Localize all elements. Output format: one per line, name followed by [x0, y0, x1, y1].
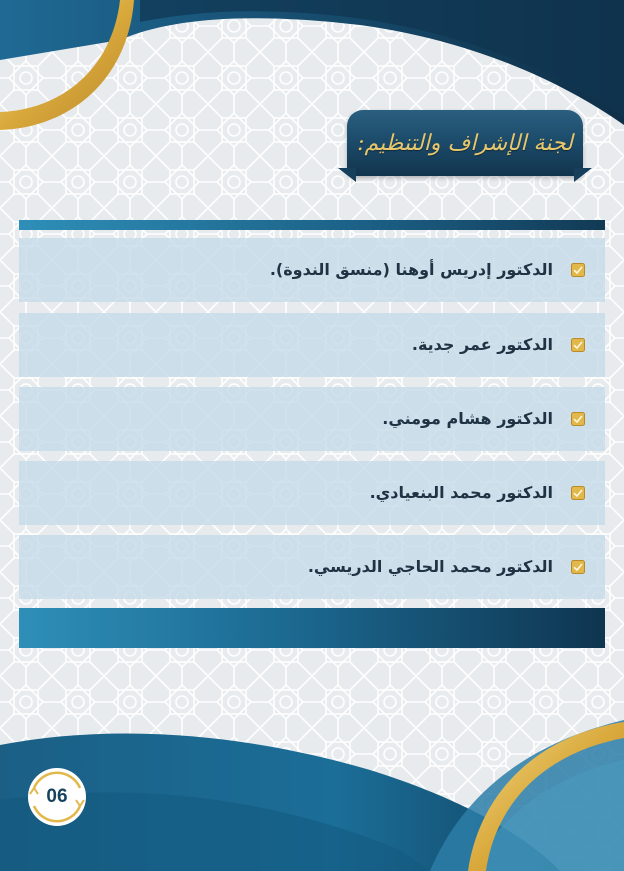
member-name: الدكتور عمر جدية.: [411, 335, 553, 354]
gold-check-square-icon: [571, 263, 585, 277]
list-item: [19, 387, 605, 451]
member-name: الدكتور محمد البنعيادي.: [369, 483, 553, 502]
list-item: [19, 461, 605, 525]
member-name: الدكتور إدريس أوهنا (منسق الندوة).: [269, 260, 553, 279]
gold-check-square-icon: [571, 338, 585, 352]
list-item: [19, 535, 605, 599]
page-number: 06: [46, 786, 68, 807]
gold-check-square-icon: [571, 560, 585, 574]
list-bottom-bar: [19, 608, 605, 648]
page-number-badge: [26, 766, 88, 828]
section-title: لجنة الإشراف والتنظيم:: [357, 131, 573, 156]
gold-check-square-icon: [571, 412, 585, 426]
member-name: الدكتور هشام مومني.: [382, 409, 553, 428]
list-top-bar: [19, 220, 605, 230]
list-item: [19, 238, 605, 302]
member-name: الدكتور محمد الحاجي الدريسي.: [307, 557, 553, 576]
title-tab-ribbon: [338, 168, 592, 182]
gold-check-square-icon: [571, 486, 585, 500]
list-item: [19, 313, 605, 377]
